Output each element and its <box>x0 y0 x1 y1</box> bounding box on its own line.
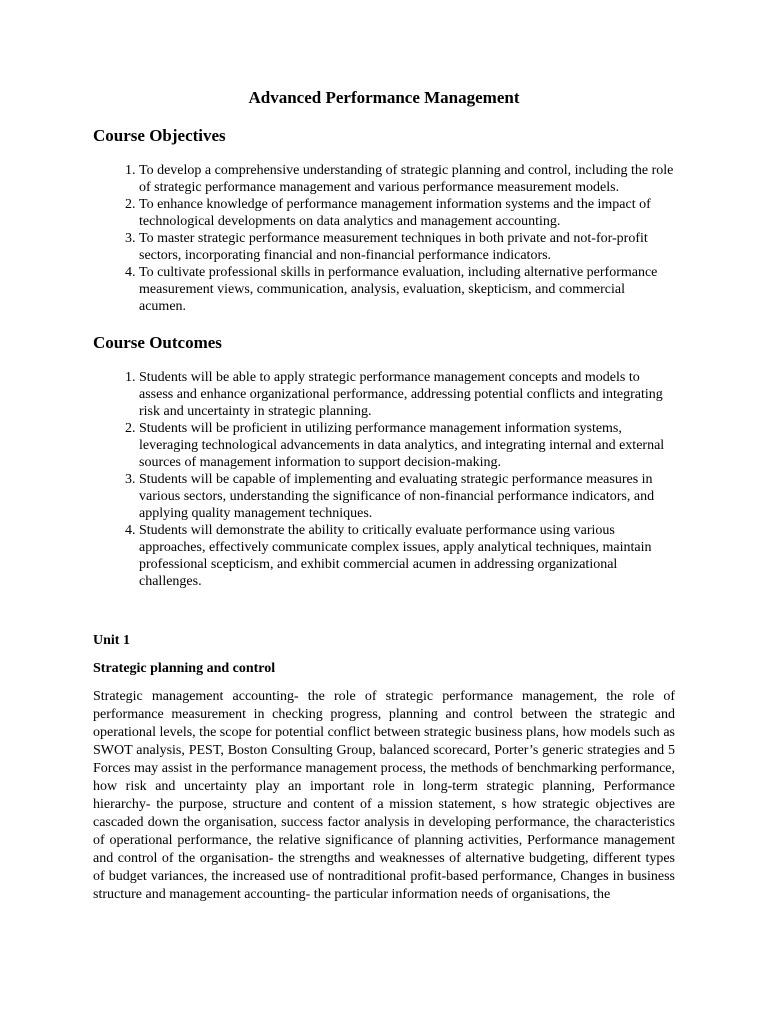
outcomes-heading: Course Outcomes <box>93 333 222 352</box>
document-page <box>93 86 675 904</box>
document-title: Advanced Performance Management <box>248 88 520 107</box>
outcome-item-3: 3. Students will be capable of implementing and evaluating strategic performance measures in various sectors, understanding the significance of non-financial performance indicators, and applying quality management techniques. <box>139 471 675 522</box>
objective-item-3: 3. To master strategic performance measurement techniques in both private and not-for-profit sectors, incorporating financial and non-financial performance indicators. <box>139 230 675 264</box>
unit-1-paragraph: Strategic management accounting- the role of strategic performance management, the role of performance measurement in checking progress, planning and control between the strategic and operational levels, the scope for potential conflict between strategic business plans, how models such as SWOT analysis, PEST, Boston Consulting Group, balanced scorecard, Porter’s generic strategies and 5 Forces may assist in the performance management process, the methods of benchmarking performance, how risk and uncertainty play an important role in long-term strategic planning, Performance hierarchy- the purpose, structure and content of a mission statement, s how strategic objectives are cascaded down the organisation, success factor analysis in developing performance, the characteristics of operational performance, the relative significance of planning activities, Performance management and control of the organisation- the strengths and weaknesses of alternative budgeting, different types of budget variances, the increased use of nontraditional profit-based performance, Changes in business structure and management accounting- the particular information needs of organisations, the <box>93 689 675 902</box>
outcomes-list <box>93 369 675 590</box>
outcome-item-2: 2. Students will be proficient in utilizing performance management information systems, leveraging technological advancements in data analytics, and integrating internal and external sources of management information to support decision-making. <box>139 420 675 471</box>
objective-item-2: 2. To enhance knowledge of performance management information systems and the impact of technological developments on data analytics and management accounting. <box>139 196 675 230</box>
outcome-item-1: 1. Students will be able to apply strategic performance management concepts and models to assess and enhance organizational performance, addressing potential conflicts and integrating risk and uncertainty in strategic planning. <box>139 369 675 420</box>
outcome-item-4: 4. Students will demonstrate the ability to critically evaluate performance using various approaches, effectively communicate complex issues, apply analytical techniques, maintain professional scepticism, and exhibit commercial acumen in addressing organizational challenges. <box>139 522 675 590</box>
objectives-list <box>93 162 675 315</box>
objective-item-4: 4. To cultivate professional skills in performance evaluation, including alternative performance measurement views, communication, analysis, evaluation, skepticism, and commercial acumen. <box>139 264 675 315</box>
objectives-heading: Course Objectives <box>93 126 226 145</box>
unit-1-subheading: Strategic planning and control <box>93 661 276 676</box>
unit-1-heading: Unit 1 <box>93 633 130 648</box>
objective-item-1: 1. To develop a comprehensive understanding of strategic planning and control, including the role of strategic performance management and various performance measurement models. <box>139 162 675 196</box>
